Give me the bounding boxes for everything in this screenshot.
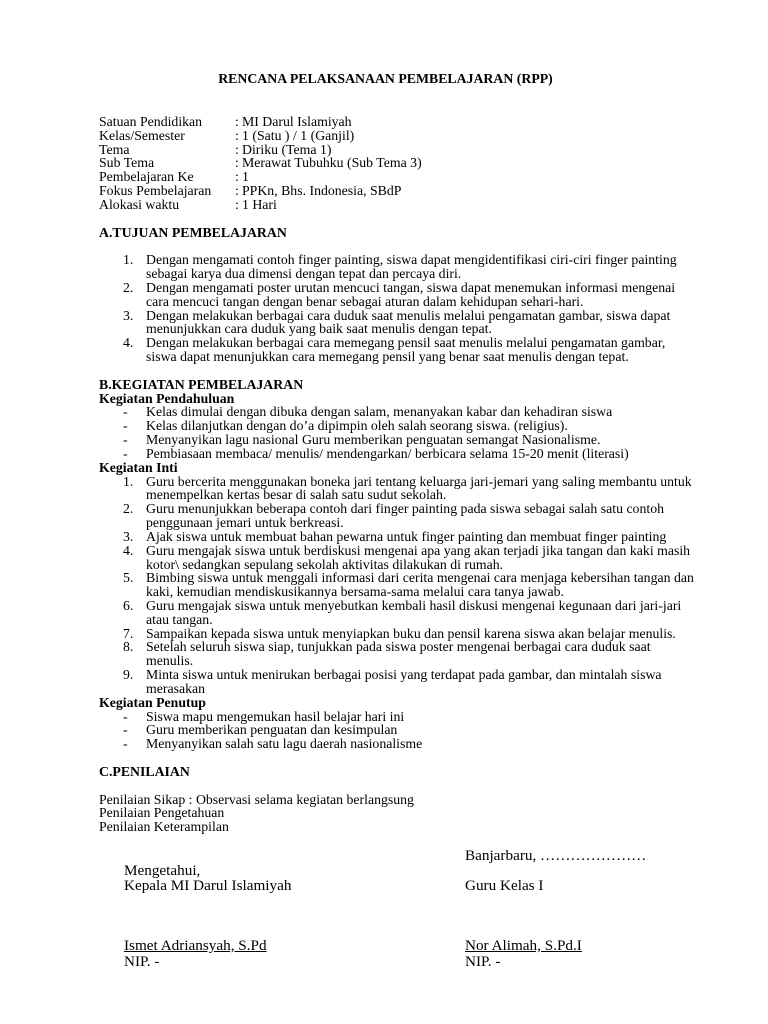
- spacer: [99, 239, 719, 253]
- text-line: Dengan melakukan berbagai cara duduk saat menulis melalui pengamatan gambar, siswa dapat: [146, 307, 671, 323]
- list-item-text: [146, 419, 719, 433]
- core-activity-item: [99, 571, 719, 599]
- identity-separator: :: [235, 114, 239, 129]
- text-line: Dengan melakukan berbagai cara memegang pensil saat menulis melalui pengamatan gambar,: [146, 335, 666, 351]
- identity-label: Satuan Pendidikan: [99, 114, 203, 129]
- identity-separator: :: [235, 155, 239, 171]
- headmaster-role: Kepala MI Darul Islamiyah: [124, 877, 292, 894]
- list-item-text: [146, 309, 719, 337]
- spacer: [99, 751, 719, 765]
- identity-value: MI Darul Islamiyah: [242, 114, 352, 129]
- identity-label: Fokus Pembelajaran: [99, 183, 212, 199]
- text-line: Guru memberikan penguatan dan kesimpulan: [146, 722, 398, 738]
- text-line: Kelas dilanjutkan dengan do’a dipimpin oleh salah seorang siswa. (religius).: [146, 418, 568, 434]
- closing-activity-item: [99, 737, 719, 751]
- text-line: sebagai karya dua dimensi dengan tepat dan percaya diri.: [146, 266, 462, 282]
- text-line: merasakan: [146, 680, 205, 696]
- identity-row: [99, 198, 719, 212]
- core-activity-item: [99, 502, 719, 530]
- identity-separator: :: [235, 127, 239, 143]
- list-bullet: -: [123, 418, 128, 434]
- list-bullet: -: [123, 445, 128, 461]
- list-item-text: [146, 336, 719, 364]
- identity-label: Sub Tema: [99, 155, 155, 171]
- text-line: Pembiasaan membaca/ menulis/ mendengarkan/ berbicara selama 15-20 menit (literasi): [146, 445, 629, 461]
- list-number: 3.: [123, 528, 134, 544]
- identity-separator: :: [235, 169, 239, 185]
- acknowledgement-label: Mengetahui,: [124, 862, 201, 879]
- list-number: 5.: [123, 570, 134, 586]
- list-number: 7.: [123, 625, 134, 641]
- list-bullet: -: [123, 404, 128, 420]
- identity-value: Merawat Tubuhku (Sub Tema 3): [242, 155, 422, 171]
- core-activity-item: [99, 640, 719, 668]
- text-line: kotor\ sedangkan sepulang sekolah aktivitas dilakukan di rumah.: [146, 556, 504, 572]
- list-number: 4.: [123, 335, 134, 351]
- place-date: Banjarbaru, …………………: [465, 847, 647, 864]
- headmaster-name: Ismet Adriansyah, S.Pd: [124, 937, 267, 954]
- list-bullet: -: [123, 708, 128, 724]
- list-item-text: [146, 668, 719, 696]
- opening-activity-item: [99, 419, 719, 433]
- list-number: 2.: [123, 279, 134, 295]
- list-item-text: [146, 530, 719, 544]
- document-body: [99, 115, 719, 834]
- list-number: 8.: [123, 639, 134, 655]
- activities-heading: B.KEGIATAN PEMBELAJARAN: [99, 376, 304, 392]
- spacer: [99, 779, 719, 793]
- assessment-heading: C.PENILAIAN: [99, 763, 190, 779]
- list-number: 9.: [123, 667, 134, 683]
- assessment-attitude: Penilaian Sikap : Observasi selama kegiatan berlangsung: [99, 791, 414, 807]
- list-item-text: [146, 710, 719, 724]
- core-activity-item: [99, 627, 719, 641]
- list-item-text: [146, 405, 719, 419]
- list-item-text: [146, 253, 719, 281]
- opening-activity-item: [99, 447, 719, 461]
- text-line: Menyanyikan lagu nasional Guru memberikan penguatan semangat Nasionalisme.: [146, 432, 601, 448]
- identity-value: Diriku (Tema 1): [242, 141, 332, 157]
- list-number: 6.: [123, 597, 134, 613]
- opening-activity-item: [99, 405, 719, 419]
- identity-label: Kelas/Semester: [99, 127, 185, 143]
- text-line: Kelas dimulai dengan dibuka dengan salam, menanyakan kabar dan kehadiran siswa: [146, 404, 613, 420]
- objective-item: [99, 309, 719, 337]
- core-activities-heading: Kegiatan Inti: [99, 459, 178, 475]
- text-line: Guru mengajak siswa untuk menyebutkan kembali hasil diskusi mengenai kegunaan dari jari-jari: [146, 597, 682, 613]
- identity-label: Tema: [99, 141, 130, 157]
- list-number: 2.: [123, 501, 134, 517]
- text-line: menulis.: [146, 653, 194, 669]
- list-item-text: [146, 433, 719, 447]
- identity-value: 1: [242, 169, 249, 185]
- teacher-role: Guru Kelas I: [465, 877, 544, 894]
- list-item-text: [146, 475, 719, 503]
- objectives-heading: A.TUJUAN PEMBELAJARAN: [99, 224, 287, 240]
- text-line: Guru mengajak siswa untuk berdiskusi mengenai apa yang akan terjadi jika tangan dan kaki masih: [146, 542, 691, 558]
- spacer: [99, 212, 719, 226]
- text-line: penggunaan jemari untuk berkreasi.: [146, 515, 344, 531]
- list-item-text: [146, 571, 719, 599]
- identity-value: 1 (Satu ) / 1 (Ganjil): [242, 127, 355, 143]
- text-line: Menyanyikan salah satu lagu daerah nasionalisme: [146, 736, 423, 752]
- document-title: RENCANA PELAKSANAAN PEMBELAJARAN (RPP): [218, 71, 553, 86]
- assessment-skills: Penilaian Keterampilan: [99, 819, 229, 835]
- core-activity-item: [99, 475, 719, 503]
- identity-row: [99, 129, 719, 143]
- text-line: menunjukkan cara duduk yang baik saat menulis dengan tepat.: [146, 321, 492, 337]
- identity-row: [99, 115, 719, 129]
- text-line: Sampaikan kepada siswa untuk menyiapkan buku dan pensil karena siswa akan belajar menulis.: [146, 625, 676, 641]
- list-number: 4.: [123, 542, 134, 558]
- core-activity-item: [99, 599, 719, 627]
- text-line: Bimbing siswa untuk menggali informasi dari cerita mengenai cara menjaga kebersihan tangan dan: [146, 570, 694, 586]
- identity-value: PPKn, Bhs. Indonesia, SBdP: [242, 183, 402, 199]
- core-activity-item: [99, 668, 719, 696]
- list-number: 1.: [123, 252, 134, 268]
- list-bullet: -: [123, 736, 128, 752]
- teacher-nip: NIP. -: [465, 953, 501, 970]
- assessment-list: [99, 793, 719, 834]
- text-line: atau tangan.: [146, 611, 213, 627]
- list-number: 3.: [123, 307, 134, 323]
- identity-row: [99, 184, 719, 198]
- teacher-name: Nor Alimah, S.Pd.I: [465, 937, 582, 954]
- closing-activities-heading: Kegiatan Penutup: [99, 694, 206, 710]
- identity-table: [99, 115, 719, 212]
- list-number: 1.: [123, 473, 134, 489]
- identity-separator: :: [235, 141, 239, 157]
- spacer: [99, 364, 719, 378]
- text-line: Dengan mengamati poster urutan mencuci tangan, siswa dapat menemukan informasi mengenai: [146, 279, 676, 295]
- opening-activities-list: [99, 405, 719, 460]
- opening-activities-heading: Kegiatan Pendahuluan: [99, 390, 235, 406]
- identity-row: [99, 170, 719, 184]
- list-item-text: [146, 640, 719, 668]
- identity-label: Alokasi waktu: [99, 196, 180, 212]
- list-item-text: [146, 737, 719, 751]
- list-item-text: [146, 544, 719, 572]
- identity-value: 1 Hari: [242, 196, 277, 212]
- identity-separator: :: [235, 196, 239, 212]
- text-line: Setelah seluruh siswa siap, tunjukkan pada siswa poster mengenai berbagai cara duduk saat: [146, 639, 651, 655]
- objective-item: [99, 281, 719, 309]
- headmaster-nip: NIP. -: [124, 953, 160, 970]
- core-activity-item: [99, 544, 719, 572]
- text-line: siswa dapat menunjukkan cara memegang pensil yang benar saat menulis dengan tepat.: [146, 349, 629, 365]
- list-item-text: [146, 447, 719, 461]
- objective-item: [99, 253, 719, 281]
- list-bullet: -: [123, 722, 128, 738]
- core-activities-list: [99, 475, 719, 696]
- text-line: menempelkan kertas besar di salah satu sudut sekolah.: [146, 487, 447, 503]
- identity-label: Pembelajaran Ke: [99, 169, 194, 185]
- closing-activities-list: [99, 710, 719, 751]
- text-line: Guru bercerita menggunakan boneka jari tentang keluarga jari-jemari yang saling membantu untuk: [146, 473, 692, 489]
- text-line: kaki, kemudian mendiskusikannya bersama-sama melalui cara tanya jawab.: [146, 584, 564, 600]
- identity-row: [99, 156, 719, 170]
- list-item-text: [146, 281, 719, 309]
- text-line: Dengan mengamati contoh finger painting, siswa dapat mengidentifikasi ciri-ciri finger painting: [146, 252, 677, 268]
- opening-activity-item: [99, 433, 719, 447]
- identity-separator: :: [235, 183, 239, 199]
- closing-activity-item: [99, 710, 719, 724]
- text-line: cara mencuci tangan dengan benar sebagai aturan dalam kehidupan sehari-hari.: [146, 293, 584, 309]
- assessment-knowledge: Penilaian Pengetahuan: [99, 805, 225, 821]
- objectives-list: [99, 253, 719, 364]
- text-line: Siswa mapu mengemukan hasil belajar hari ini: [146, 708, 405, 724]
- list-item-text: [146, 627, 719, 641]
- list-item-text: [146, 723, 719, 737]
- closing-activity-item: [99, 723, 719, 737]
- objective-item: [99, 336, 719, 364]
- core-activity-item: [99, 530, 719, 544]
- list-item-text: [146, 599, 719, 627]
- text-line: Ajak siswa untuk membuat bahan pewarna untuk finger painting dan membuat finger painting: [146, 528, 667, 544]
- text-line: Minta siswa untuk menirukan berbagai posisi yang terdapat pada gambar, dan mintalah siswa: [146, 667, 662, 683]
- text-line: Guru menunjukkan beberapa contoh dari finger painting pada siswa sebagai salah satu contoh: [146, 501, 664, 517]
- list-item-text: [146, 502, 719, 530]
- list-bullet: -: [123, 432, 128, 448]
- identity-row: [99, 143, 719, 157]
